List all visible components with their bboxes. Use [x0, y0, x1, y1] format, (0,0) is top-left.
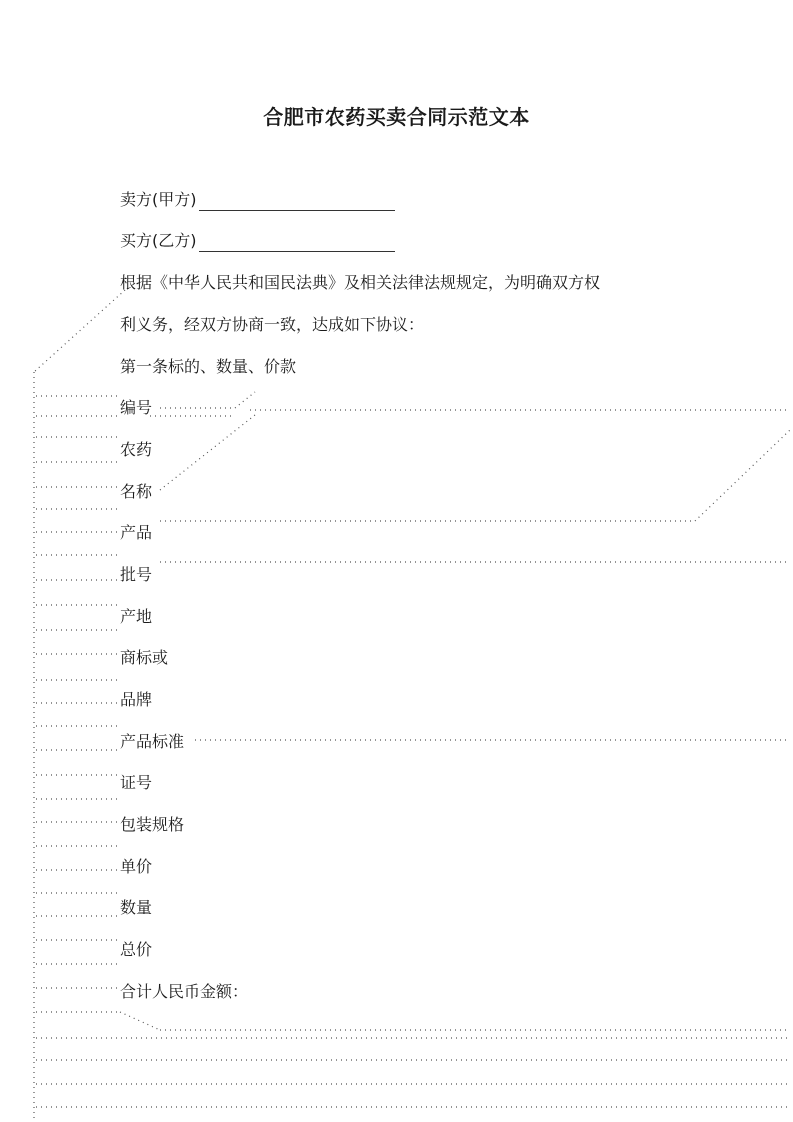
field-label: 证号 — [120, 773, 153, 792]
preamble-line-2: 利义务，经双方协商一致，达成如下协议： — [120, 315, 425, 334]
field-label: 农药 — [120, 440, 153, 459]
preamble-line-1: 根据《中华人民共和国民法典》及相关法律法规规定，为明确双方权 — [120, 273, 601, 292]
field-label: 商标或 — [120, 648, 169, 667]
field-label: 名称 — [120, 482, 153, 501]
buyer-line — [120, 230, 395, 252]
seller-label: 卖方(甲方) — [120, 190, 197, 209]
field-label: 产品标准 — [120, 732, 185, 751]
field-label: 产地 — [120, 607, 153, 626]
seller-name-field[interactable] — [199, 193, 395, 211]
document-title: 合肥市农药买卖合同示范文本 — [263, 105, 530, 129]
total-amount-label: 合计人民币金额： — [120, 982, 249, 1001]
field-label: 批号 — [120, 565, 153, 584]
field-label: 品牌 — [120, 690, 153, 709]
seller-line — [120, 189, 395, 211]
field-label: 单价 — [120, 857, 153, 876]
field-label: 数量 — [120, 898, 153, 917]
article-1-title: 第一条标的、数量、价款 — [120, 357, 297, 376]
buyer-name-field[interactable] — [199, 234, 395, 252]
field-label: 编号 — [120, 398, 153, 417]
buyer-label: 买方(乙方) — [120, 231, 197, 250]
field-label: 产品 — [120, 523, 153, 542]
field-label: 包装规格 — [120, 815, 185, 834]
field-label: 总价 — [120, 940, 153, 959]
